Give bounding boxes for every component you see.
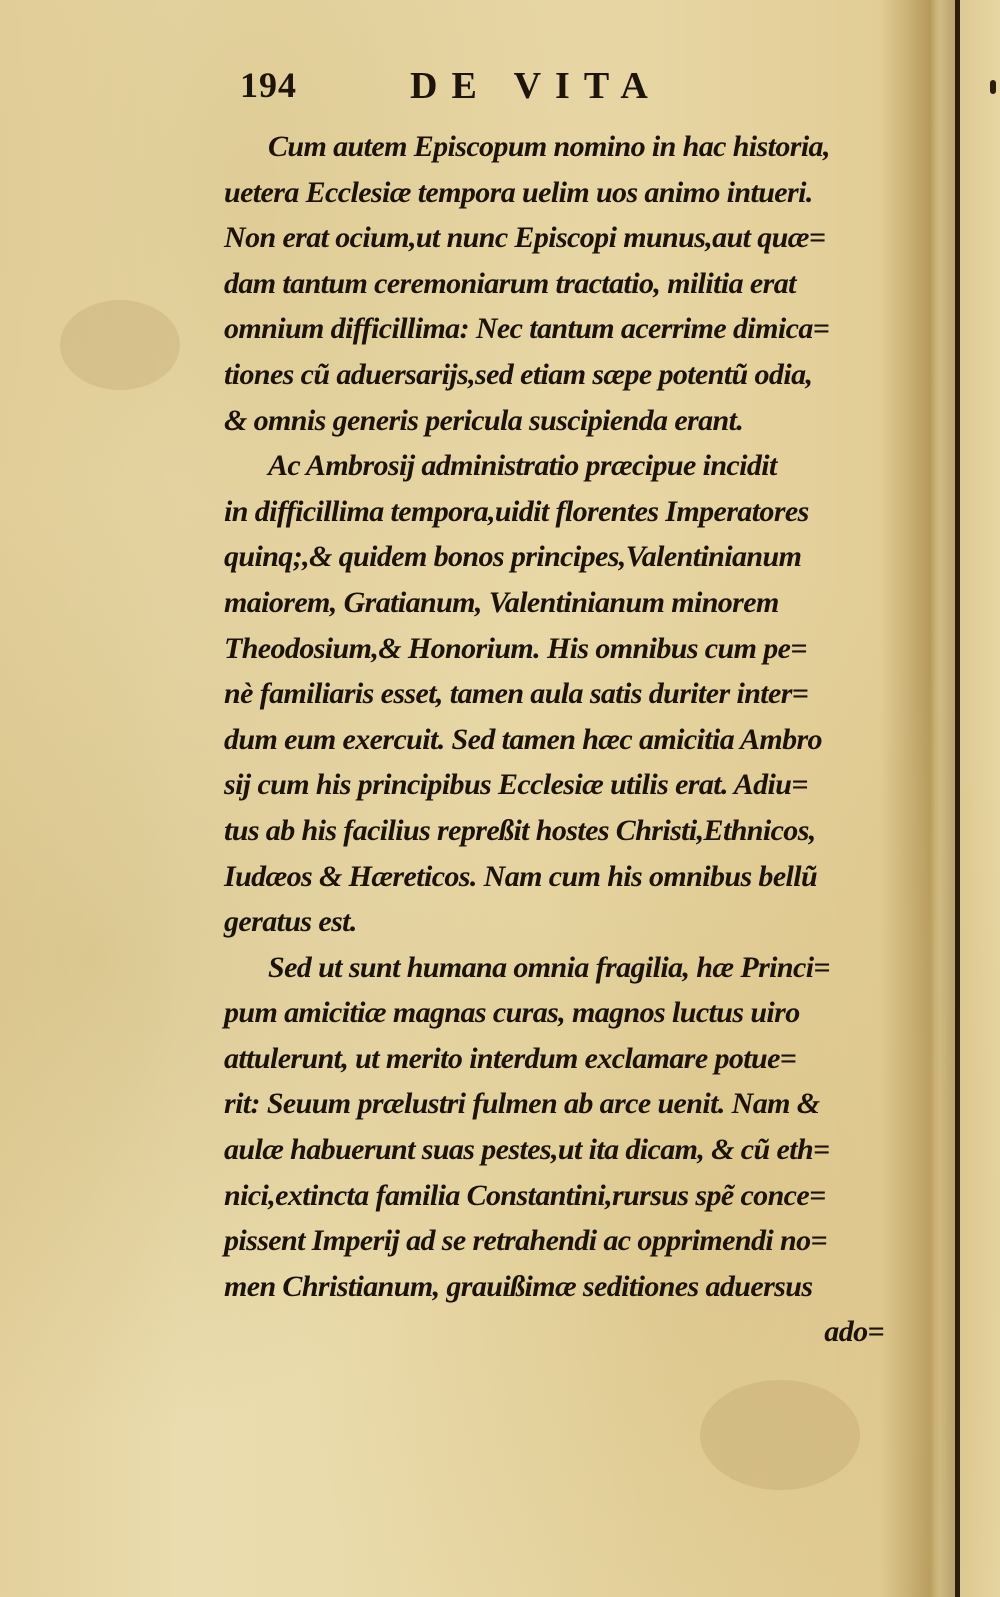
text-line: Sed ut sunt humana omnia fragilia, hæ Princi= [268, 950, 830, 984]
text-line: uetera Ecclesiæ tempora uelim uos animo intueri. [224, 175, 813, 209]
text-line: sij cum his principibus Ecclesiæ utilis erat. Adiu= [224, 768, 808, 802]
body-text [224, 124, 884, 1355]
text-line: nè familiaris esset, tamen aula satis duriter inter= [224, 677, 809, 711]
text-line: Non erat ocium,ut nunc Episcopi munus,aut quæ= [224, 221, 826, 255]
text-line: rit: Seuum prælustri fulmen ab arce uenit. Nam & [224, 1087, 820, 1121]
running-head: DE VITA [410, 65, 662, 107]
text-line: attulerunt, ut merito interdum exclamare potue= [224, 1041, 797, 1075]
page-number: 194 [240, 65, 297, 105]
paper-stain [700, 1380, 860, 1490]
text-line: Cum autem Episcopum nomino in hac historia, [268, 130, 830, 163]
text-line: in difficillima tempora,uidit florentes Imperatores [224, 494, 809, 528]
text-line: pissent Imperij ad se retrahendi ac opprimendi no= [224, 1224, 827, 1258]
page-header [240, 64, 880, 114]
text-line: geratus est. [224, 905, 357, 939]
gutter-shadow [935, 0, 955, 1597]
text-line: men Christianum, grauißimæ seditiones aduersus [224, 1269, 813, 1303]
text-line: dam tantum ceremoniarum tractatio, militia erat [224, 266, 796, 300]
binding-gutter [955, 0, 960, 1597]
text-line: tiones cũ aduersarijs,sed etiam sæpe potentũ odia, [224, 357, 813, 391]
text-line: pum amicitiæ magnas curas, magnos luctus uiro [224, 996, 800, 1030]
facing-page-edge [990, 80, 996, 94]
text-line: aulæ habuerunt suas pestes,ut ita dicam, & cũ eth= [224, 1133, 830, 1167]
text-line: Ac Ambrosij administratio præcipue incidit [268, 449, 777, 483]
text-line: & omnis generis pericula suscipienda erant. [224, 403, 744, 437]
text-line: Iudæos & Hæreticos. Nam cum his omnibus bellũ [224, 859, 818, 893]
text-line: nici,extincta familia Constantini,rursus spẽ conce= [224, 1178, 826, 1212]
text-line: dum eum exercuit. Sed tamen hæc amicitia Ambro [224, 722, 822, 756]
text-line: tus ab his facilius repreßit hostes Christi,Ethnicos, [224, 813, 816, 847]
catchword: ado= [824, 1315, 884, 1349]
text-line: quinq;,& quidem bonos principes,Valentinianum [224, 540, 802, 574]
text-line: maiorem, Gratianum, Valentinianum minorem [224, 585, 779, 619]
text-line: omnium difficillima: Nec tantum acerrime dimica= [224, 312, 830, 346]
text-line: Theodosium,& Honorium. His omnibus cum pe= [224, 631, 807, 665]
paper-stain [60, 300, 180, 390]
